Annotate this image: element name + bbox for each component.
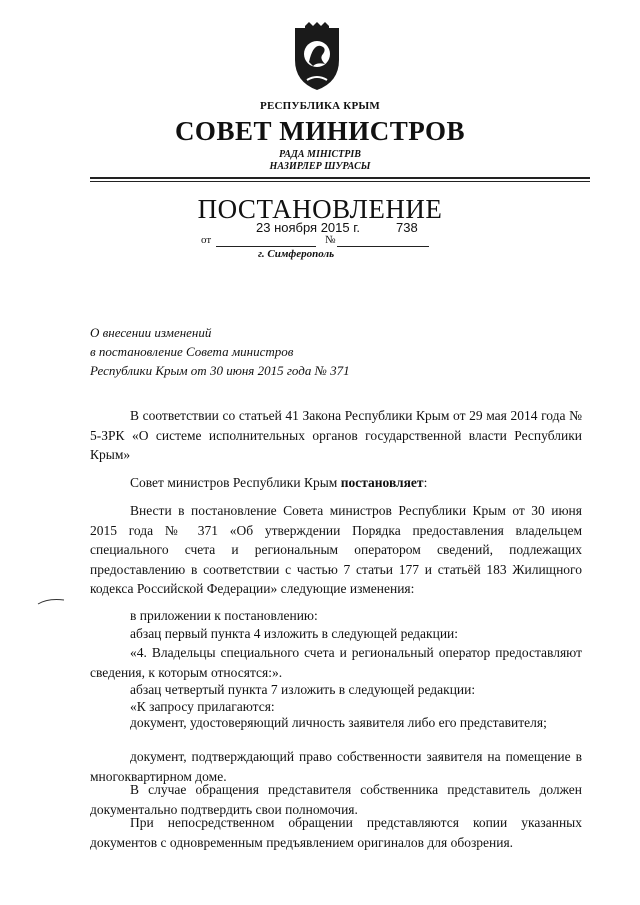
body-paragraph: «К запросу прилагаются:	[130, 699, 275, 714]
decree-number: 738	[396, 220, 418, 235]
crimea-coat-of-arms-icon	[287, 22, 347, 92]
body-paragraph: Внести в постановление Совета министров Республики Крым от 30 июня 2015 года № 371 «Об утверждении Порядка предоставления владельцем специального счета и региональным оператором сведений, подлежащих предоставлению в соответствии с частью 7 статьи 177 и статьёй 183 Жилищного кодекса Российской Федерации» следующие изменения:	[90, 503, 582, 596]
resolution-verb: постановляет	[340, 475, 424, 490]
date-label: от	[201, 234, 212, 246]
decree-title: ПОСТАНОВЛЕНИЕ	[197, 194, 443, 224]
council-name: СОВЕТ МИНИСТРОВ	[174, 116, 466, 146]
subject-line: О внесении изменений	[90, 325, 212, 340]
subject-line: Республики Крым от 30 июня 2015 года № 371	[90, 363, 350, 378]
resolution-text: Совет министров Республики Крым	[130, 475, 341, 490]
subject-line: в постановление Совета министров	[90, 344, 294, 359]
body-paragraph: абзац первый пункта 4 изложить в следующей редакции:	[130, 626, 459, 641]
body-paragraph: «4. Владельцы специального счета и региональный оператор предоставляют сведения, к которым относятся:».	[90, 645, 582, 680]
body-paragraph: документ, удостоверяющий личность заявителя либо его представителя;	[130, 715, 547, 730]
number-label: №	[325, 234, 336, 246]
header-divider-thin	[90, 181, 590, 182]
body-paragraph: абзац четвертый пункта 7 изложить в следующей редакции:	[130, 682, 476, 697]
council-name-crimean-tatar: НАЗИРЛЕР ШУРАСЫ	[269, 161, 371, 172]
body-paragraph: В случае обращения представителя собственника представитель должен документально подтвердить свои полномочия.	[90, 782, 582, 817]
margin-pen-mark	[36, 596, 66, 606]
body-paragraph: в приложении к постановлению:	[130, 608, 318, 623]
date-underline	[216, 246, 316, 247]
decree-date: 23 ноября 2015 г.	[256, 220, 360, 235]
council-name-ukrainian: РАДА МІНІСТРІВ	[279, 149, 361, 160]
resolution-paragraph	[90, 473, 582, 493]
resolution-colon: :	[423, 475, 428, 490]
header-divider-thick	[90, 177, 590, 179]
decree-subject	[90, 323, 350, 380]
decree-city: г. Симферополь	[258, 248, 335, 260]
body-paragraph: документ, подтверждающий право собственности заявителя на помещение в многоквартирном доме.	[90, 749, 582, 784]
body-paragraph: В соответствии со статьей 41 Закона Республики Крым от 29 мая 2014 года № 5-ЗРК «О системе исполнительных органов государственной власти Республики Крым»	[90, 408, 582, 462]
number-underline	[337, 246, 429, 247]
republic-name: РЕСПУБЛИКА КРЫМ	[260, 100, 380, 112]
body-paragraph: При непосредственном обращении представляются копии указанных документов с одновременным предъявлением оригиналов для обозрения.	[90, 815, 582, 850]
